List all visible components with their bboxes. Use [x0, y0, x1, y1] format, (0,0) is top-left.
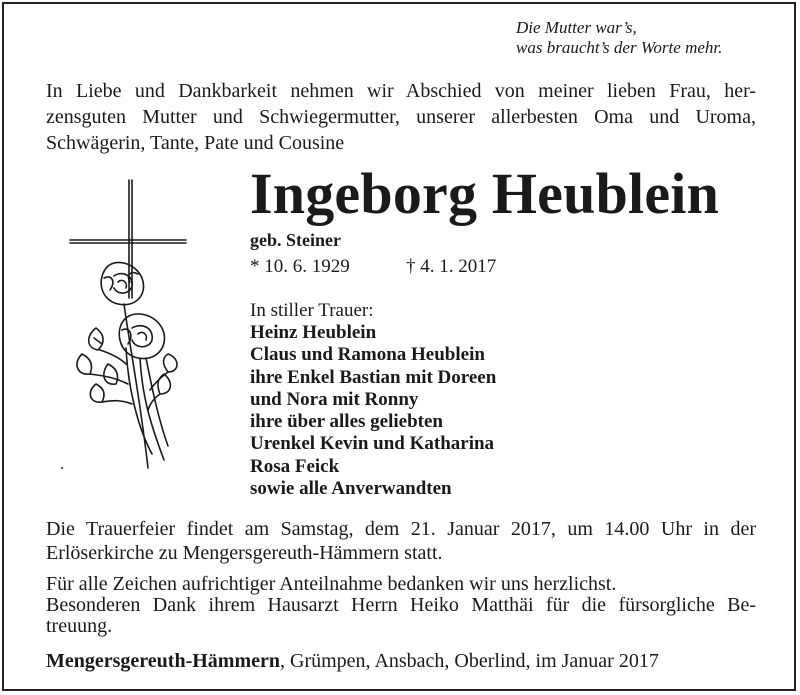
- thanks-line-2: Besonderen Dank ihrem Hausarzt Herrn Heiko Matthäi für die fürsorgliche Be-: [46, 594, 756, 616]
- mourner-line: sowie alle Anverwandten: [250, 478, 452, 500]
- thanks-text: [46, 574, 756, 637]
- deceased-name: Ingeborg Heublein: [250, 161, 720, 226]
- place-and-date: [46, 649, 756, 673]
- motto-line-1: Die Mutter war’s,: [516, 18, 637, 37]
- mourner-line: Claus und Ramona Heublein: [250, 344, 485, 366]
- thanks-line-1: Für alle Zeichen aufrichtiger Anteilnahme bedanken wir uns herzlichst.: [46, 573, 617, 595]
- place-town: Mengersgereuth-Hämmern: [46, 650, 281, 672]
- mourner-line: Rosa Feick: [250, 455, 340, 477]
- mourners-heading: In stiller Trauer:: [250, 300, 374, 321]
- mourner-line: ihre über alles geliebten: [250, 411, 443, 433]
- mourner-line: Heinz Heublein: [250, 322, 377, 343]
- mourner-line: Urenkel Kevin und Katharina: [250, 433, 495, 455]
- motto-line-2: was braucht’s der Worte mehr.: [516, 38, 723, 57]
- birth-date: * 10. 6. 1929: [250, 256, 350, 277]
- mourner-line: und Nora mit Ronny: [250, 388, 419, 410]
- intro-line-3: Schwägerin, Tante, Pate und Cousine: [46, 132, 345, 154]
- funeral-info: [46, 517, 756, 565]
- death-date: † 4. 1. 2017: [406, 256, 497, 277]
- maiden-name: geb. Steiner: [250, 230, 341, 250]
- funeral-line-2: Erlöserkirche zu Mengersgereuth-Hämmern statt.: [46, 542, 443, 564]
- mourner-line: ihre Enkel Bastian mit Doreen: [250, 366, 497, 388]
- thanks-line-3: treuung.: [46, 615, 113, 637]
- motto: [516, 18, 786, 58]
- cross-with-roses-image: [56, 178, 196, 478]
- mourners-list: [250, 322, 496, 500]
- intro-text: [46, 78, 756, 156]
- place-rest: , Grümpen, Ansbach, Oberlind, im Januar 2017: [280, 650, 659, 672]
- intro-line-1: In Liebe und Dankbarkeit nehmen wir Abschied von meiner lieben Frau, her-: [46, 80, 756, 102]
- intro-line-2: zensguten Mutter und Schwiegermutter, unserer allerbesten Oma und Uroma,: [46, 106, 756, 128]
- funeral-line-1: Die Trauerfeier findet am Samstag, dem 21. Januar 2017, um 14.00 Uhr in der: [46, 518, 756, 540]
